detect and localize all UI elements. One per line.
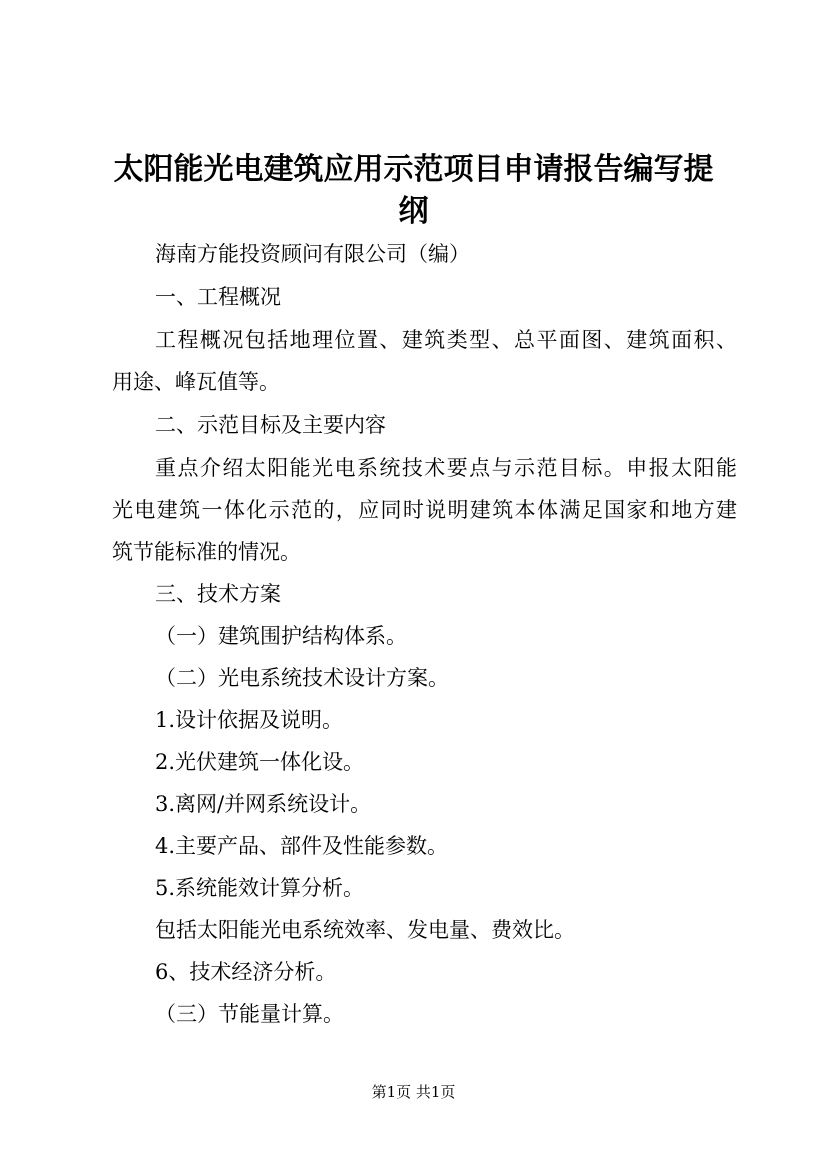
subsection-3: （三）节能量计算。 — [155, 1002, 344, 1026]
section-2-body-line-2: 光电建筑一体化示范的，应同时说明建筑本体满足国家和地方建 — [112, 498, 737, 522]
subsection-2: （二）光电系统技术设计方案。 — [155, 666, 449, 690]
document-title-line-2: 纲 — [398, 194, 429, 229]
subsection-1: （一）建筑围护结构体系。 — [155, 624, 407, 648]
list-item-2: 2.光伏建筑一体化设。 — [155, 750, 365, 774]
list-item-5-body: 包括太阳能光电系统效率、发电量、费效比。 — [155, 918, 575, 942]
list-item-6: 6、技术经济分析。 — [155, 960, 337, 984]
section-heading-2: 二、示范目标及主要内容 — [155, 413, 386, 437]
section-2-body-line-1: 重点介绍太阳能光电系统技术要点与示范目标。申报太阳能 — [155, 456, 737, 480]
section-2-body-line-3: 筑节能标准的情况。 — [112, 540, 301, 564]
list-item-4: 4.主要产品、部件及性能参数。 — [155, 834, 449, 858]
document-title-line-1: 太阳能光电建筑应用示范项目申请报告编写提 — [113, 152, 714, 187]
section-heading-1: 一、工程概况 — [155, 285, 281, 309]
page-footer: 第1页 共1页 — [371, 1083, 456, 1101]
list-item-5: 5.系统能效计算分析。 — [155, 876, 365, 900]
section-1-body-line-1: 工程概况包括地理位置、建筑类型、总平面图、建筑面积、 — [155, 328, 737, 352]
list-item-3: 3.离网/并网系统设计。 — [155, 792, 372, 816]
author-line: 海南方能投资顾问有限公司（编） — [155, 242, 470, 266]
section-1-body-line-2: 用途、峰瓦值等。 — [112, 370, 280, 394]
list-item-1: 1.设计依据及说明。 — [155, 708, 344, 732]
section-heading-3: 三、技术方案 — [155, 582, 281, 606]
